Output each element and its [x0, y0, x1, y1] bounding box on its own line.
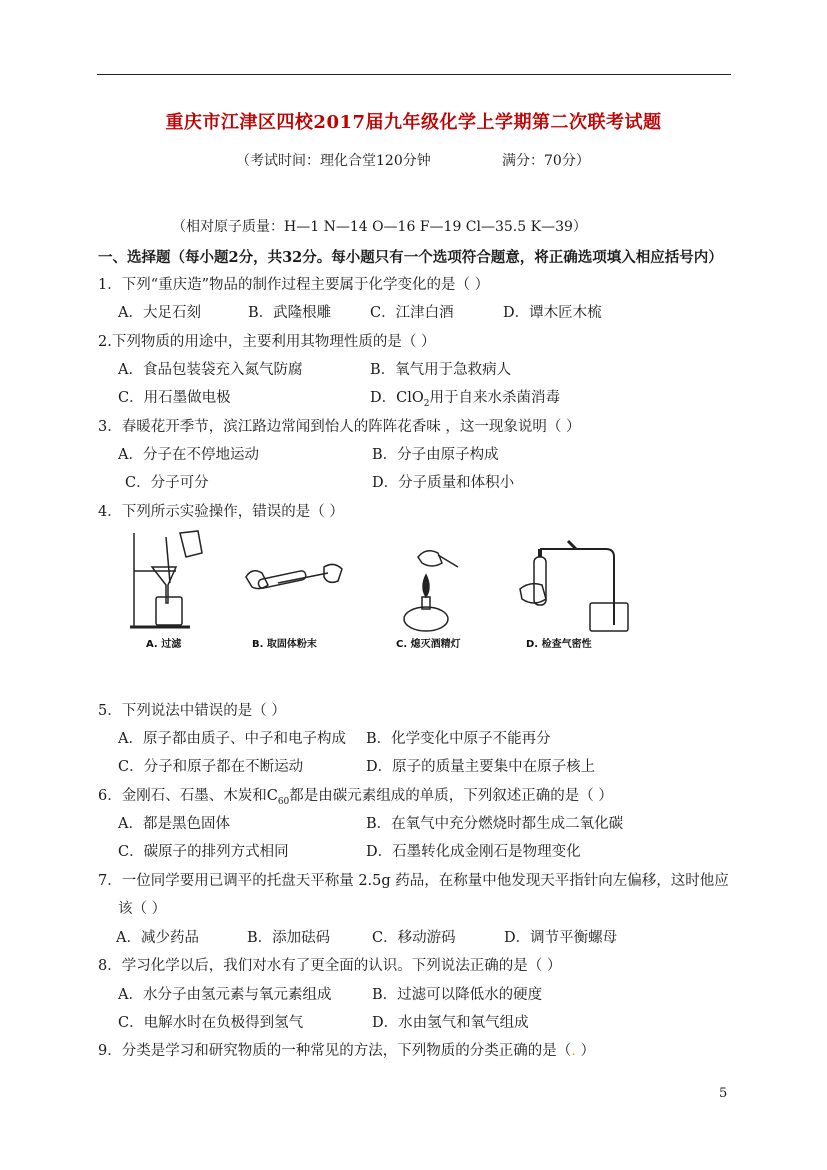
- question-7-option-c: C．移动游码: [372, 930, 456, 946]
- question-4-stem: 4．下列所示实验操作，错误的是（ ）: [98, 504, 344, 520]
- question-1-option-d: D．谭木匠木梳: [503, 305, 602, 321]
- question-7-option-a: A．减少药品: [116, 930, 199, 946]
- question-5-option-d: D．原子的质量主要集中在原子核上: [366, 759, 596, 775]
- question-2-option-c: C．用石墨做电极: [118, 390, 231, 406]
- question-3-option-b: B．分子由原子构成: [372, 447, 499, 463]
- exam-score: 满分：70分）: [502, 153, 590, 169]
- question-3-stem: 3．春暖花开季节，滨江路边常闻到怡人的阵阵花香味 ，这一现象说明（ ）: [98, 419, 581, 435]
- lab-operations-figure: [128, 527, 638, 655]
- question-8-option-b: B．过滤可以降低水的硬度: [372, 987, 543, 1003]
- question-7-stem: 7．一位同学要用已调平的托盘天平称量 2.5g 药品，在称量中他发现天平指针向左偏移，这时他应: [98, 873, 729, 889]
- question-2-stem: 2.下列物质的用途中，主要利用其物理性质的是（ ）: [98, 334, 436, 350]
- question-1-option-c: C．江津白酒: [370, 305, 454, 321]
- question-6-option-c: C．碳原子的排列方式相同: [118, 844, 289, 860]
- section-heading: 一、选择题（每小题2分，共32分。每小题只有一个选项符合题意，将正确选项填入相应括号内）: [98, 249, 723, 266]
- question-1-option-a: A．大足石刻: [118, 305, 201, 321]
- filtration-illustration: [130, 531, 202, 627]
- question-2-option-d: D．ClO$_2$用于自来水杀菌消毒: [370, 390, 560, 409]
- question-1-stem: 1．下列“重庆造”物品的制作过程主要属于化学变化的是（ ）: [98, 277, 490, 293]
- question-1-option-b: B．武隆根雕: [248, 305, 332, 321]
- atomic-mass-note: （相对原子质量：H—1 N—14 O—16 F—19 Cl—35.5 K—39）: [172, 219, 587, 235]
- question-5-stem: 5．下列说法中错误的是（ ）: [98, 703, 286, 719]
- figure-label-d: D. 检查气密性: [526, 639, 592, 650]
- airtightness-illustration: [520, 541, 628, 631]
- figure-label-b: B. 取固体粉末: [252, 639, 317, 650]
- exam-title: 重庆市江津区四校2017届九年级化学上学期第二次联考试题: [165, 112, 662, 133]
- exam-time: （考试时间：理化合堂120分钟: [236, 153, 431, 169]
- figure-label-c: C. 熄灭酒精灯: [396, 639, 461, 650]
- question-5-option-a: A．原子都由质子、中子和电子构成: [118, 731, 346, 747]
- question-8-option-a: A．水分子由氢元素与氧元素组成: [118, 987, 332, 1003]
- question-6-stem: 6．金刚石、石墨、木炭和$C_{60}$都是由碳元素组成的单质，下列叙述正确的是（ ）: [98, 788, 613, 807]
- question-9-stem: 9．分类是学习和研究物质的一种常见的方法，下列物质的分类正确的是（. ）: [98, 1043, 595, 1059]
- page-number: 5: [719, 1086, 728, 1101]
- alcohol-lamp-illustration: [404, 551, 458, 631]
- figure-label-a: A. 过滤: [146, 639, 182, 650]
- question-3-option-a: A．分子在不停地运动: [118, 447, 259, 463]
- powder-illustration: [246, 564, 342, 588]
- question-3-option-c: C．分子可分: [125, 475, 209, 491]
- question-5-option-b: B．化学变化中原子不能再分: [366, 731, 551, 747]
- header-rule: [97, 74, 731, 75]
- question-5-option-c: C．分子和原子都在不断运动: [118, 759, 304, 775]
- question-7-option-d: D．调节平衡螺母: [504, 930, 618, 946]
- question-8-stem: 8．学习化学以后，我们对水有了更全面的认识。下列说法正确的是（ ）: [98, 958, 562, 974]
- question-2-option-a: A．食品包装袋充入氮气防腐: [118, 362, 303, 378]
- question-6-option-b: B．在氧气中充分燃烧时都生成二氧化碳: [366, 816, 624, 832]
- question-7-option-b: B．添加砝码: [247, 930, 331, 946]
- question-8-option-d: D．水由氢气和氧气组成: [372, 1015, 529, 1031]
- question-8-option-c: C．电解水时在负极得到氢气: [118, 1015, 304, 1031]
- question-2-option-b: B．氧气用于急救病人: [370, 362, 512, 378]
- question-3-option-d: D．分子质量和体积小: [372, 475, 515, 491]
- question-6-option-a: A．都是黑色固体: [118, 816, 230, 832]
- question-6-option-d: D．石墨转化成金刚石是物理变化: [366, 844, 581, 860]
- question-7-stem-cont: 该（ ）: [118, 901, 167, 917]
